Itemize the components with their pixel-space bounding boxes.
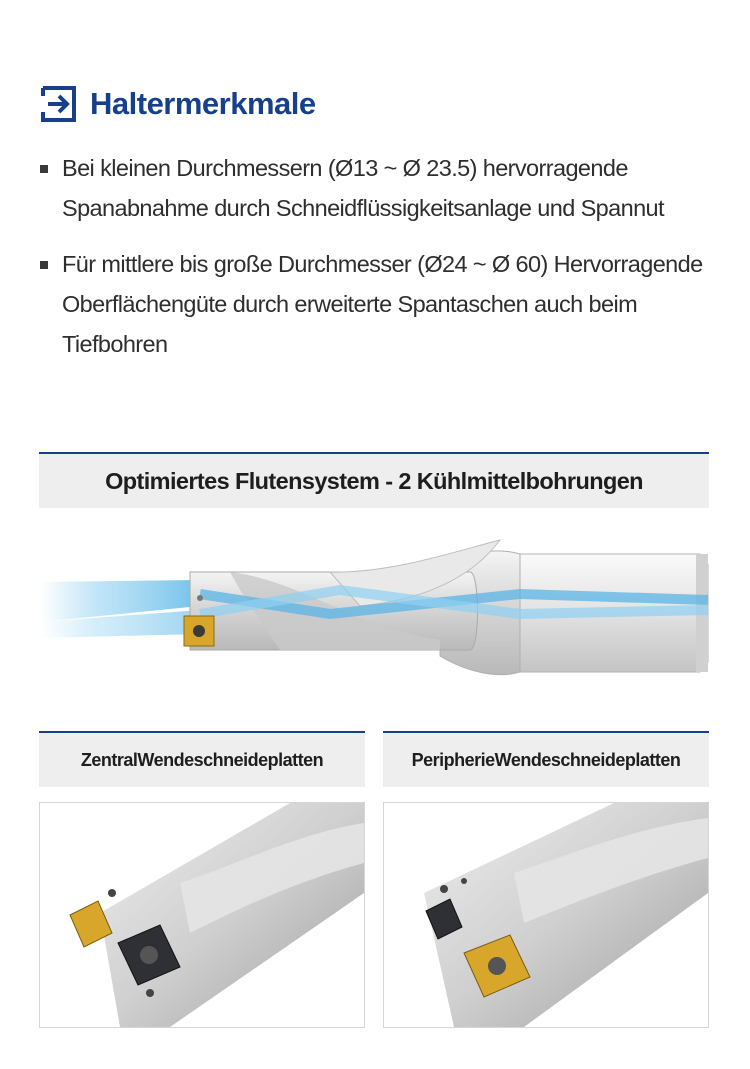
feature-text: Für mittlere bis große Durchmesser (Ø24 ~ Ø 60) Hervorragende Oberflächengüte durch erweiterte Spantaschen auch beim Tiefbohren (62, 251, 703, 357)
feature-text: Bei kleinen Durchmessern (Ø13 ~ Ø 23.5) hervorragende Spanabnahme durch Schneidflüssigkeitsanlage und Spannut (62, 155, 664, 221)
central-insert-photo (39, 802, 365, 1028)
drill-coolant-illustration (0, 510, 750, 720)
peripheral-insert-title: PeripherieWendeschneideplatten (383, 731, 709, 787)
insert-screw-icon (488, 957, 506, 975)
coolant-hole-icon (197, 595, 203, 601)
insert-screw-icon (193, 625, 205, 637)
central-insert-title: ZentralWendeschneideplatten (39, 731, 365, 787)
list-item (40, 244, 720, 364)
peripheral-insert-illustration (384, 803, 708, 1027)
coolant-hole-icon (108, 889, 116, 897)
peripheral-insert-photo (383, 802, 709, 1028)
list-item (40, 148, 720, 228)
coolant-hole-icon (461, 878, 467, 884)
section-heading (40, 82, 316, 126)
square-bullet-icon (40, 261, 48, 269)
insert-screw-icon (140, 946, 158, 964)
coolant-hole-icon (440, 885, 448, 893)
central-insert-illustration (40, 803, 364, 1027)
page-title: Haltermerkmale (90, 86, 316, 121)
square-bullet-icon (40, 165, 48, 173)
feature-list (40, 148, 720, 380)
flute-system-title: Optimiertes Flutensystem - 2 Kühlmittelbohrungen (39, 452, 709, 508)
coolant-hole-icon (146, 989, 154, 997)
arrow-into-box-icon (40, 85, 78, 123)
